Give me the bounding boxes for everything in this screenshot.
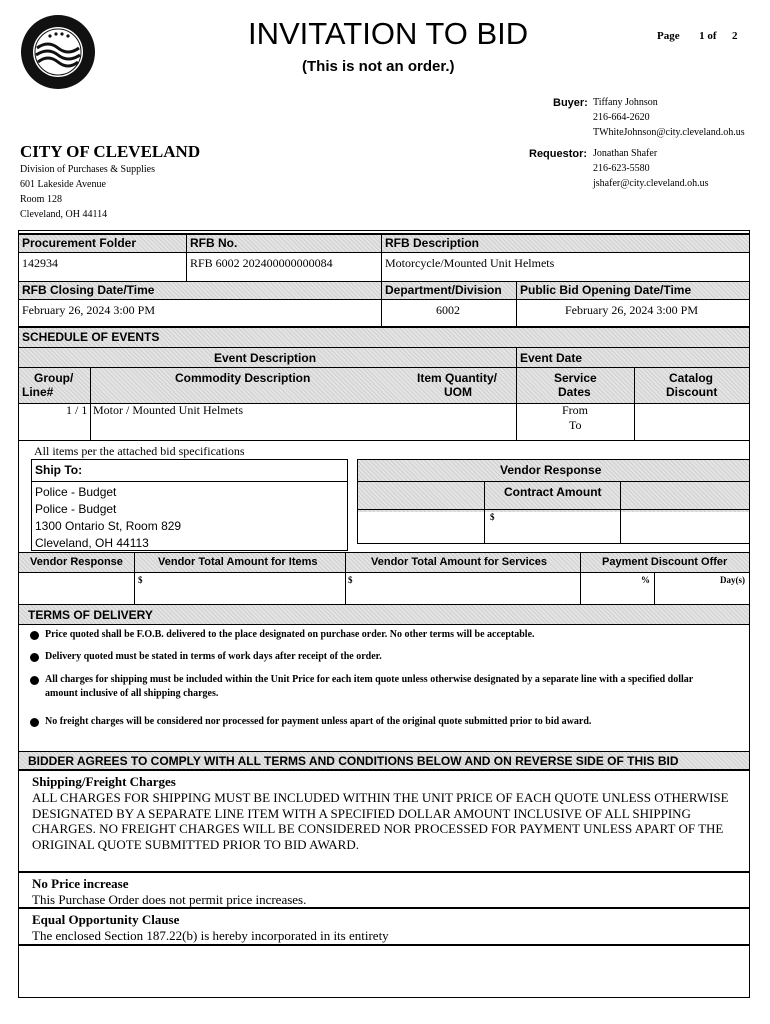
- schedule-note: All items per the attached bid specifications: [34, 444, 245, 458]
- dept-label: Department/Division: [385, 283, 502, 297]
- delivery-term-4: No freight charges will be considered nor processed for payment unless apart of the original quote submitted prior to bid award.: [45, 716, 592, 727]
- city-seal: [20, 14, 96, 90]
- ship-to-label: Ship To:: [35, 463, 83, 477]
- commodity-header: Commodity Description: [175, 371, 311, 385]
- contract-amount-dollar: $: [490, 512, 495, 522]
- vendor-response-input[interactable]: [19, 573, 133, 603]
- rfb-desc-value: Motorcycle/Mounted Unit Helmets: [385, 256, 555, 270]
- service-header-1: Service: [554, 371, 597, 385]
- clause-eo-body: The enclosed Section 187.22(b) is hereby incorporated in its entirety: [32, 928, 389, 943]
- vendor-response-title: Vendor Response: [500, 463, 602, 477]
- total-services-dollar: $: [348, 575, 353, 585]
- requestor-email: jshafer@city.cleveland.oh.us: [593, 178, 709, 189]
- bullet-icon: [30, 631, 39, 640]
- discount-percent: %: [641, 575, 650, 585]
- delivery-term-3: All charges for shipping must be included within the Unit Price for each item quote unless otherwise designated by a separate line with a specified dollar amount inclusive of all shipping charges.: [45, 674, 694, 699]
- vendor-response-col: Vendor Response: [30, 556, 123, 568]
- discount-days: Day(s): [720, 575, 745, 585]
- contract-amount-input[interactable]: [485, 510, 619, 543]
- agree-title: BIDDER AGREES TO COMPLY WITH ALL TERMS AND CONDITIONS BELOW AND ON REVERSE SIDE OF THIS BID: [28, 754, 679, 768]
- rfb-no-label: RFB No.: [190, 236, 238, 250]
- delivery-term-1: Price quoted shall be F.O.B. delivered to the place designated on purchase order. No other terms will be acceptable.: [45, 629, 535, 640]
- rfb-desc-label: RFB Description: [385, 236, 480, 250]
- row-group: 1 / 1: [66, 403, 88, 417]
- buyer-label: Buyer:: [553, 97, 588, 109]
- requestor-label: Requestor:: [529, 148, 588, 160]
- payment-discount-col: Payment Discount Offer: [602, 556, 728, 568]
- page-total: 2: [732, 30, 738, 42]
- org-line1: Division of Purchases & Supplies: [20, 164, 155, 175]
- row-to: To: [569, 418, 582, 432]
- catalog-header-2: Discount: [666, 385, 718, 399]
- opening-label: Public Bid Opening Date/Time: [520, 283, 692, 297]
- contract-amount-label: Contract Amount: [504, 485, 602, 499]
- clause-price-body: This Purchase Order does not permit price increases.: [32, 892, 307, 907]
- page-of: of: [707, 30, 717, 42]
- row-from: From: [562, 403, 589, 417]
- ship-line4: Cleveland, OH 44113: [35, 536, 149, 550]
- total-services-input[interactable]: [346, 573, 579, 603]
- closing-label: RFB Closing Date/Time: [22, 283, 155, 297]
- catalog-header-1: Catalog: [669, 371, 714, 385]
- org-line2: 601 Lakeside Avenue: [20, 179, 106, 190]
- qty-header-2: UOM: [444, 385, 472, 399]
- bullet-icon: [30, 718, 39, 727]
- rfb-no-value: RFB 6002 202400000000084: [190, 256, 333, 270]
- total-items-col: Vendor Total Amount for Items: [158, 556, 318, 568]
- buyer-phone: 216-664-2620: [593, 112, 650, 123]
- total-items-dollar: $: [138, 575, 143, 585]
- bullet-icon: [30, 676, 39, 685]
- ship-line3: 1300 Ontario St, Room 829: [35, 519, 182, 533]
- clause-shipping-body: ALL CHARGES FOR SHIPPING MUST BE INCLUDED WITHIN THE UNIT PRICE OF EACH QUOTE UNLESS OTHERWISE DESIGNATED BY A SEPARATE LINE ITEM WITH A SPECIFIED DOLLAR AMOUNT INCLUSIVE OF ALL SHIPPING CHARGES. NO FREIGHT CHARGES WILL BE CONSIDERED NOR PROCESSED FOR PAYMENT UNLESS APART OF THE ORIGINAL QUOTE SUBMITTED PRIOR TO BID AWARD.: [32, 790, 729, 852]
- page-subtitle: (This is not an order.): [302, 58, 455, 75]
- total-services-col: Vendor Total Amount for Services: [371, 556, 548, 568]
- group-header-2: Line#: [22, 385, 54, 399]
- service-header-2: Dates: [558, 385, 591, 399]
- dept-value: 6002: [436, 303, 460, 317]
- schedule-header-band: [19, 347, 749, 403]
- buyer-name: Tiffany Johnson: [593, 97, 658, 108]
- page-title: INVITATION TO BID: [248, 16, 529, 51]
- closing-value: February 26, 2024 3:00 PM: [22, 303, 155, 317]
- page-indicator: [657, 30, 738, 42]
- ship-line1: Police - Budget: [35, 485, 117, 499]
- qty-header-1: Item Quantity/: [417, 371, 498, 385]
- delivery-title: TERMS OF DELIVERY: [28, 608, 153, 622]
- buyer-email: TWhiteJohnson@city.cleveland.oh.us: [593, 127, 745, 138]
- event-desc-header: Event Description: [214, 351, 317, 365]
- org-line3: Room 128: [20, 194, 62, 205]
- discount-percent-input[interactable]: [581, 573, 653, 603]
- event-date-header: Event Date: [520, 351, 583, 365]
- clause-shipping-heading: Shipping/Freight Charges: [32, 774, 176, 789]
- discount-days-input[interactable]: [655, 573, 715, 603]
- org-name: CITY OF CLEVELAND: [20, 142, 201, 161]
- requestor-name: Jonathan Shafer: [593, 148, 658, 159]
- delivery-term-2: Delivery quoted must be stated in terms of work days after receipt of the order.: [45, 651, 382, 662]
- page-label: Page: [657, 30, 680, 42]
- schedule-title: SCHEDULE OF EVENTS: [22, 330, 160, 344]
- org-line4: Cleveland, OH 44114: [20, 209, 108, 220]
- clause-price-heading: No Price increase: [32, 876, 129, 891]
- ship-line2: Police - Budget: [35, 502, 117, 516]
- group-header-1: Group/: [34, 371, 74, 385]
- proc-folder-label: Procurement Folder: [22, 236, 137, 250]
- requestor-phone: 216-623-5580: [593, 163, 650, 174]
- row-desc: Motor / Mounted Unit Helmets: [93, 403, 243, 417]
- proc-folder-value: 142934: [22, 256, 58, 270]
- clause-eo-heading: Equal Opportunity Clause: [32, 912, 180, 927]
- total-items-input[interactable]: [135, 573, 344, 603]
- opening-value: February 26, 2024 3:00 PM: [565, 303, 698, 317]
- bullet-icon: [30, 653, 39, 662]
- page-number: 1: [699, 30, 705, 42]
